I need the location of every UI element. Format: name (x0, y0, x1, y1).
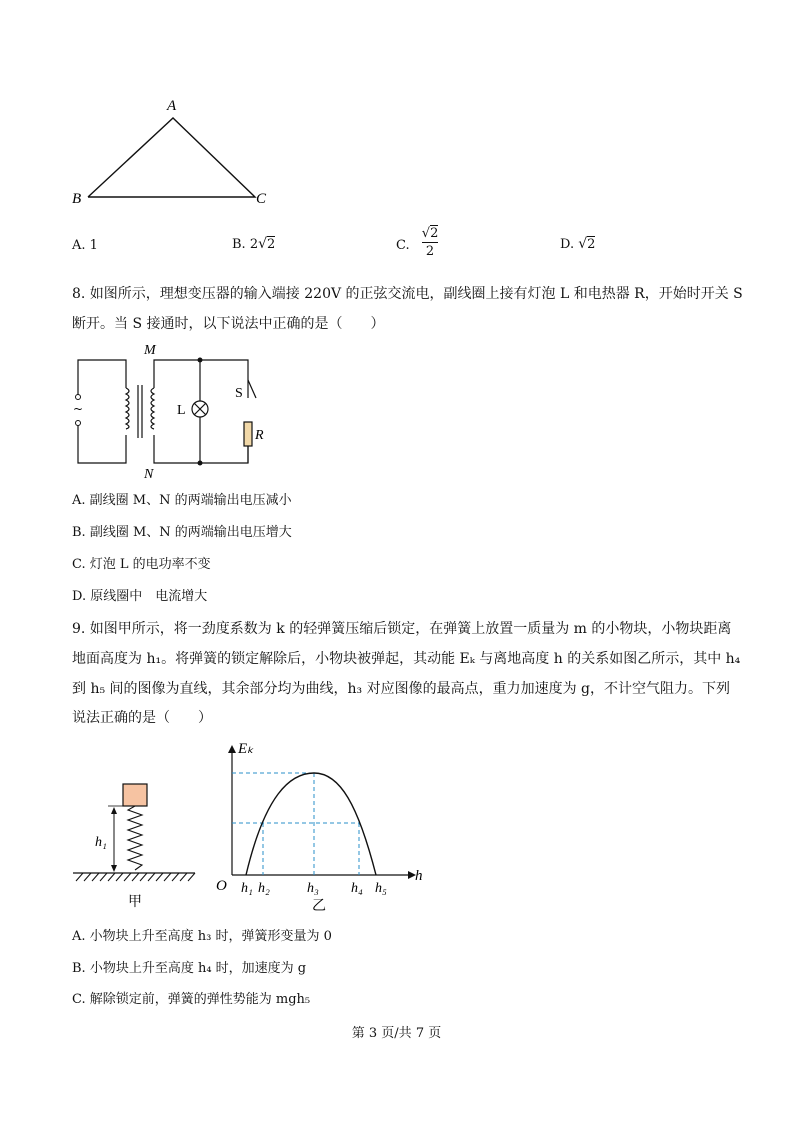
yi-tick-h1: h₁ (241, 881, 253, 896)
yi-tick-h2: h₂ (258, 881, 270, 896)
label-lamp: L (177, 403, 186, 418)
label-m: M (144, 343, 156, 358)
yi-caption: 乙 (312, 898, 326, 914)
label-n: N (144, 467, 154, 480)
yi-y-axis-label: Eₖ (238, 741, 254, 757)
yi-tick-h5: h₅ (375, 881, 387, 896)
figure-jia-svg (70, 778, 205, 913)
q9-option-b: B. 小物块上升至高度 h₄ 时，加速度为 g (72, 961, 307, 976)
vertex-b-label: B (72, 191, 82, 207)
yi-origin-label: O (216, 878, 227, 894)
circuit-svg (68, 340, 268, 480)
figure-jia (70, 778, 205, 913)
switch-blade (248, 380, 256, 398)
label-switch: S (235, 386, 243, 401)
spring (128, 806, 142, 870)
q7-option-a: A. 1 (72, 238, 98, 253)
figure-yi-svg (210, 735, 435, 915)
triangle-svg (60, 90, 290, 215)
block (123, 784, 147, 806)
q9-stem-line-4: 说法正确的是（ ） (72, 710, 212, 726)
source-symbol: ~ (73, 402, 84, 416)
page-footer: 第 3 页/共 7 页 (351, 1026, 442, 1041)
ek-curve (246, 773, 376, 875)
label-resistor: R (255, 428, 264, 443)
vertex-c-label: C (256, 191, 267, 207)
q9-stem-line-1: 9. 如图甲所示，将一劲度系数为 k 的轻弹簧压缩后锁定，在弹簧上放置一质量为 m 的小物块，小物块距离 (72, 621, 732, 637)
triangle-shape (88, 118, 255, 197)
yi-tick-h3: h₃ (307, 881, 319, 896)
q8-stem-line-2: 断开。当 S 接通时，以下说法中正确的是（ ） (72, 316, 385, 332)
yi-tick-h4: h₄ (351, 881, 363, 896)
vertex-a-label: A (167, 98, 177, 114)
q8-option-d: D. 原线圈中 电流增大 (72, 589, 208, 604)
q8-option-b: B. 副线圈 M、N 的两端输出电压增大 (72, 525, 292, 540)
figure-yi (210, 735, 435, 915)
q9-option-a: A. 小物块上升至高度 h₃ 时，弹簧形变量为 0 (72, 929, 332, 944)
q7-option-b: B. 2√2 (232, 236, 276, 252)
yi-x-axis-label: h (415, 868, 423, 884)
transformer-circuit (68, 340, 268, 480)
q9-stem-line-3: 到 h₅ 间的图像为直线，其余部分均为曲线，h₃ 对应图像的最高点，重力加速度为 g，不计空气阻力。下列 (72, 681, 731, 697)
q8-stem-line-1: 8. 如图所示，理想变压器的输入端接 220V 的正弦交流电，副线圈上接有灯泡 L 和电热器 R，开始时开关 S (72, 286, 743, 302)
jia-caption: 甲 (128, 894, 142, 910)
q7-option-d: D. √2 (560, 236, 596, 252)
jia-height-label: h₁ (95, 835, 107, 850)
q9-stem-line-2: 地面高度为 h₁。将弹簧的锁定解除后，小物块被弹起，其动能 Eₖ 与离地高度 h 的关系如图乙所示，其中 h₄ (72, 651, 741, 667)
q9-option-c: C. 解除锁定前，弹簧的弹性势能为 mgh₅ (72, 992, 311, 1007)
q8-option-c: C. 灯泡 L 的电功率不变 (72, 557, 211, 572)
q8-option-a: A. 副线圈 M、N 的两端输出电压减小 (72, 493, 292, 508)
q7-option-c: C. $\frac{√2}{2}$ (396, 226, 439, 259)
triangle-figure (60, 90, 290, 215)
